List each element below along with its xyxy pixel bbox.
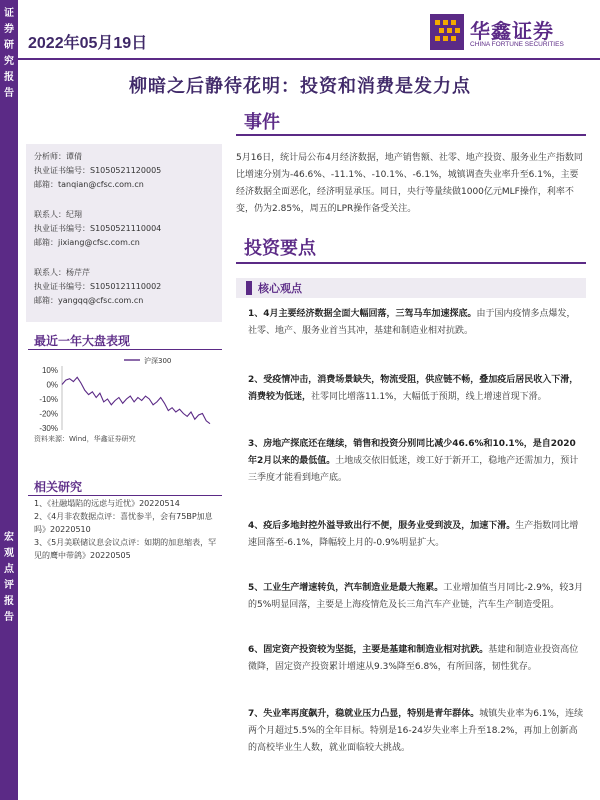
- point-7: 7、失业率再度飙升，稳就业压力凸显，特别是青年群体。城镇失业率为6.1%，连续两个月超过5.5%的全年目标。特别是16-24岁失业率上升至18.2%，再加上创新高的高校毕业生人数，就业面临较大挑战。: [248, 709, 584, 753]
- analyst-2: 联系人：纪翔 执业证书编号：S1050521110004 邮箱：jixiang@cfsc.com.cn: [34, 210, 162, 247]
- y-tick-label: -20%: [39, 409, 58, 419]
- company-logo: [430, 14, 598, 54]
- point-5: 5、工业生产增速转负，汽车制造业是最大拖累。工业增加值当月同比-2.9%，较3月的5%明显回落，主要是上海疫情危及长三角汽车产业链，汽车生产制造受阻。: [248, 583, 584, 610]
- report-date: 2022年05月19日: [28, 35, 148, 52]
- analyst-3: 联系人：杨芹芹 执业证书编号：S1050121110002 邮箱：yangqq@cfsc.com.cn: [34, 268, 162, 305]
- related-research-item: 2、《4月非农数据点评：喜忧参半，会有75BP加息吗》20220510: [34, 512, 213, 534]
- logo-text-cn: 华鑫证券: [470, 19, 554, 43]
- related-research-item: 1、《社融塌陷的远虑与近忧》20220514: [34, 499, 180, 508]
- related-research-item: 3、《5月美联储议息会议点评：如期的加息缩表，罕见的鹰中带鸽》20220505: [34, 538, 217, 560]
- series-line-hs300: [62, 377, 210, 423]
- point-6: 6、固定资产投资较为坚挺，主要是基建和制造业相对抗跌。基建和制造业投资高位微降，固定资产投资累计增速从9.3%降至6.8%，有所回落，韧性犹存。: [248, 645, 579, 672]
- y-tick-label: 0%: [46, 380, 58, 390]
- point-2: 2、受疫情冲击，消费场景缺失，物流受阻，供应链不畅，叠加疫后居民收入下滑，消费较为低迷，社零同比增落11.1%，大幅低于预期，线上增速首现下滑。: [248, 375, 579, 402]
- related-research-heading: 相关研究: [34, 480, 83, 494]
- legend-label: 沪深300: [144, 357, 172, 365]
- logo-mark-icon: [430, 14, 464, 50]
- event-heading-rule: [236, 134, 586, 136]
- side-strip: [0, 0, 18, 800]
- header-divider: [18, 58, 600, 60]
- logo-text-en: CHINA FORTUNE SECURITIES: [470, 41, 564, 48]
- core-view-heading: 核心观点: [258, 282, 302, 295]
- related-research-rule: [28, 495, 222, 496]
- report-title: 柳暗之后静待花明：投资和消费是发力点: [129, 76, 471, 97]
- event-heading: 事件: [244, 112, 280, 133]
- strip-label-bottom: 宏 观 点 评 报 告: [4, 532, 14, 623]
- strip-label-top: 证 券 研 究 报 告: [4, 8, 14, 99]
- event-paragraph: 5月16日，统计局公布4月经济数据，地产销售额、社零、地产投资、服务业生产指数同比增速分别为-46.6%、-11.1%、-10.1%、-6.1%，城镇调查失业率升至6.1%，主要经济数据全面恶化，经济明显承压。同日，央行等量续做1000亿元MLF操作，利率不变，仍为2.85%，周五的LPR操作备受关注。: [236, 153, 583, 214]
- analyst-1: 分析师：谭倩 执业证书编号：S1050521120005 邮箱：tanqian@cfsc.com.cn: [34, 152, 162, 189]
- point-1: 1、4月主要经济数据全面大幅回落，三驾马车加速探底。由于国内疫情多点爆发，社零、地产、服务业首当其冲，基建和制造业相对抗跌。: [248, 309, 576, 336]
- y-tick-label: -10%: [39, 395, 58, 404]
- core-view-marker-icon: [246, 281, 252, 295]
- y-tick-label: 10%: [41, 366, 58, 375]
- invest-heading: 投资要点: [244, 238, 316, 259]
- market-chart-rule: [28, 349, 222, 350]
- point-4: 4、疫后多地封控外溢导致出行不便，服务业受到波及，加速下滑。生产指数同比增速回落至-6.1%，降幅较上月的-0.9%明显扩大。: [248, 521, 579, 548]
- chart-source: 资料来源：Wind，华鑫证券研究: [34, 435, 136, 443]
- market-chart-heading: 最近一年大盘表现: [34, 334, 131, 348]
- point-3: 3、房地产探底还在继续，销售和投资分别同比减少46.6%和10.1%，是自2020年2月以来的最低值。土地成交依旧低迷，竣工好于新开工，稳地产还需加力，预计三季度才能看到地产底。: [248, 439, 579, 483]
- related-research-list: [34, 497, 222, 562]
- y-tick-label: -30%: [39, 424, 58, 433]
- invest-heading-rule: [236, 262, 586, 264]
